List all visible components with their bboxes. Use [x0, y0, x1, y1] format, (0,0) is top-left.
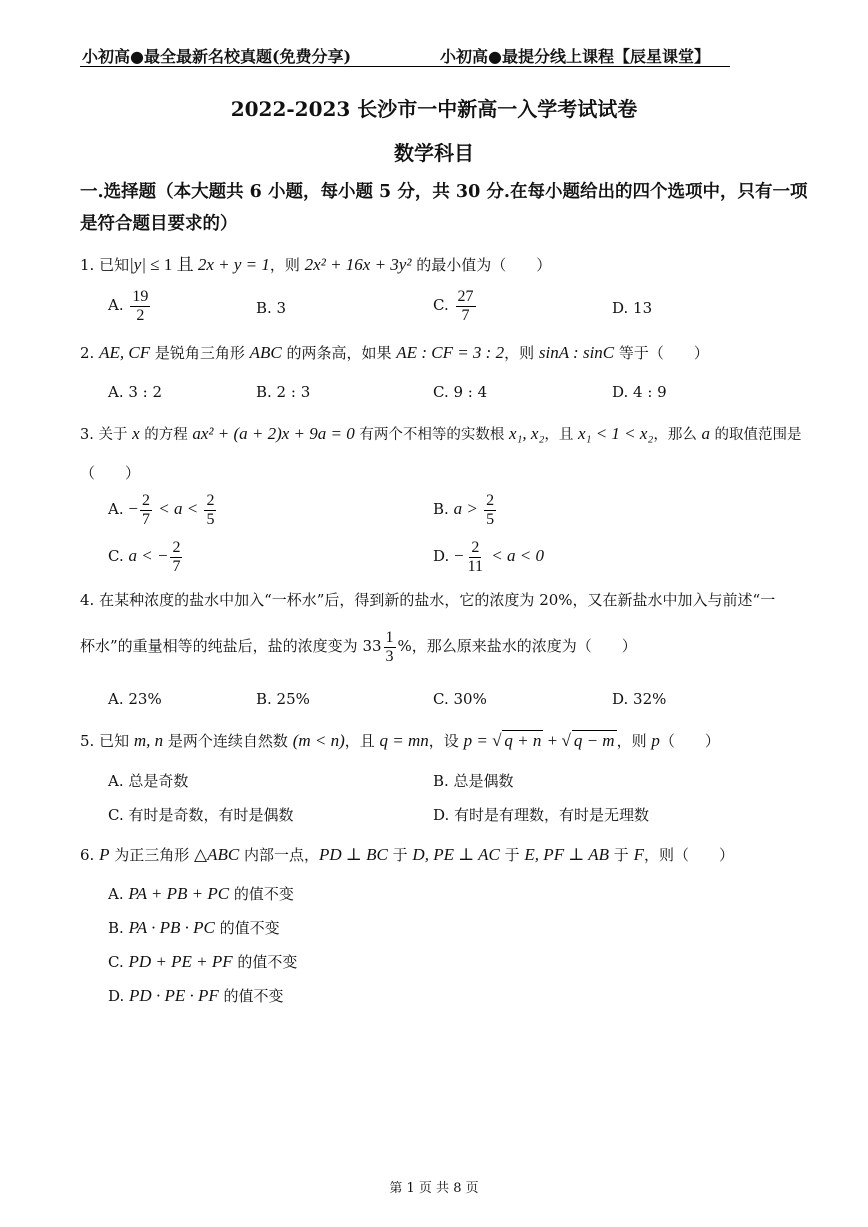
- q3-option-a-fraction-1: $\frac{2}{7}$: [141, 492, 150, 528]
- q5-option-d[interactable]: D. 有时是有理数，有时是无理数: [433, 806, 650, 824]
- header-divider: [80, 66, 730, 67]
- q6-option-c[interactable]: C. PD + PE + PF 的值不变: [108, 952, 298, 971]
- section-heading-line1: 一.选择题（本大题共 6 小题，每小题 5 分，共 30 分.在每小题给出的四个选项中，只有一项: [80, 182, 808, 202]
- q1-option-d[interactable]: D. 13: [612, 299, 653, 317]
- q3-option-b[interactable]: B. a > $\frac{2}{5}$: [433, 492, 495, 528]
- q3-option-d[interactable]: D. − $\frac{2}{11}$ < a < 0: [433, 539, 544, 575]
- q2-option-d[interactable]: D. 4 : 9: [612, 383, 667, 401]
- question-6: 6. P 为正三角形 △ABC 内部一点，PD ⊥ BC 于 D, PE ⊥ AC 于 E, PF ⊥ AB 于 F，则（ ）: [80, 845, 734, 864]
- q3-option-d-fraction: $\frac{2}{11}$: [467, 539, 484, 575]
- q1-option-a[interactable]: A. $\frac{19}{2}$: [108, 288, 149, 324]
- q4-mixed-fraction: $\frac{1}{3}$: [385, 629, 394, 665]
- question-1: 1. 已知|y| ≤ 1 且 2x + y = 1，则 2x² + 16x + 3y² 的最小值为（ ）: [80, 255, 552, 274]
- q2-option-a[interactable]: A. 3 : 2: [108, 383, 163, 401]
- question-4-line1: 4. 在某种浓度的盐水中加入“一杯水”后，得到新的盐水，它的浓度为 20%，又在新盐水中加入与前述“一: [80, 591, 776, 609]
- q5-option-c[interactable]: C. 有时是奇数，有时是偶数: [108, 806, 294, 824]
- q3-option-c[interactable]: C. a < − $\frac{2}{7}$: [108, 539, 181, 575]
- q4-option-c[interactable]: C. 30%: [433, 690, 487, 708]
- q3-option-a[interactable]: A. − $\frac{2}{7}$ < a < $\frac{2}{5}$: [108, 492, 215, 528]
- q1-option-c-fraction: $\frac{27}{7}$: [457, 288, 474, 324]
- q6-option-a[interactable]: A. PA + PB + PC 的值不变: [108, 884, 294, 903]
- q3-option-a-fraction-2: $\frac{2}{5}$: [206, 492, 215, 528]
- q4-option-a[interactable]: A. 23%: [108, 690, 162, 708]
- page-footer: 第 1 页 共 8 页: [389, 1181, 479, 1196]
- question-3: 3. 关于 x 的方程 ax² + (a + 2)x + 9a = 0 有两个不相等的实数根 x₁, x₂，且 x₁ < 1 < x₂，那么 a 的取值范围是: [80, 424, 802, 443]
- question-3-paren: （ ）: [80, 464, 141, 482]
- header-right: 小初高●最提分线上课程【辰星课堂】: [440, 47, 710, 66]
- q4-option-d[interactable]: D. 32%: [612, 690, 667, 708]
- q1-option-b[interactable]: B. 3: [256, 299, 287, 317]
- q5-option-a[interactable]: A. 总是奇数: [108, 772, 189, 790]
- question-2: 2. AE, CF 是锐角三角形 ABC 的两条高，如果 AE : CF = 3 : 2，则 sinA : sinC 等于（ ）: [80, 343, 709, 362]
- q3-option-b-fraction: $\frac{2}{5}$: [486, 492, 495, 528]
- q6-option-d[interactable]: D. PD · PE · PF 的值不变: [108, 986, 284, 1005]
- question-5: 5. 已知 m, n 是两个连续自然数 (m < n)，且 q = mn，设 p = √ q + n + √ q − m ，则 p（ ）: [80, 731, 720, 750]
- q4-option-b[interactable]: B. 25%: [256, 690, 310, 708]
- q1-option-a-fraction: $\frac{19}{2}$: [132, 288, 149, 324]
- q2-option-c[interactable]: C. 9 : 4: [433, 383, 488, 401]
- q5-option-b[interactable]: B. 总是偶数: [433, 772, 514, 790]
- header-left: 小初高●最全最新名校真题(免费分享): [82, 47, 352, 66]
- page-title: 2022-2023 长沙市一中新高一入学考试试卷: [230, 97, 638, 121]
- q3-option-c-fraction: $\frac{2}{7}$: [172, 539, 181, 575]
- question-4-line2: 杯水”的重量相等的纯盐后，盐的浓度变为 33 $\frac{1}{3}$ %，那么原来盐水的浓度为（ ）: [80, 629, 637, 665]
- q2-option-b[interactable]: B. 2 : 3: [256, 383, 311, 401]
- page-subtitle: 数学科目: [394, 141, 474, 165]
- q1-option-c[interactable]: C. $\frac{27}{7}$: [433, 288, 474, 324]
- q6-option-b[interactable]: B. PA · PB · PC 的值不变: [108, 918, 280, 937]
- section-heading-line2: 是符合题目要求的）: [80, 214, 238, 234]
